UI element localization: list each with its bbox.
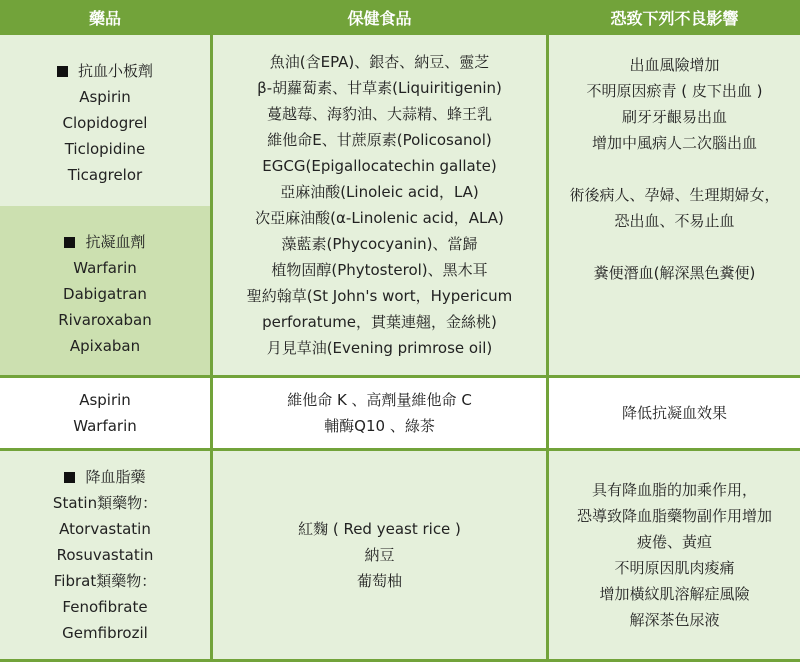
group3-drugs-cell	[0, 451, 210, 659]
food-line: 納豆	[364, 546, 395, 564]
food-line: β-胡蘿蔔素、甘草素(Liquiritigenin)	[257, 79, 502, 97]
group3-foods-cell	[213, 451, 546, 659]
effect-line: 具有降血脂的加乘作用，	[591, 481, 757, 499]
square-bullet-icon	[64, 472, 75, 483]
effect-line: 恐出血、不易止血	[614, 212, 735, 230]
effect-line: 解深茶色尿液	[629, 611, 720, 629]
group2-foods-cell	[213, 378, 546, 448]
effect-line: 不明原因瘀青 ( 皮下出血 )	[586, 82, 763, 100]
effect-line: 術後病人、孕婦、生理期婦女，	[569, 186, 780, 204]
lipid-title-row	[64, 464, 145, 490]
drug-name: Rivaroxaban	[58, 310, 152, 329]
food-line: 蔓越莓、海豹油、大蒜精、蜂王乳	[266, 105, 492, 123]
effect-line: 不明原因肌肉痠痛	[614, 559, 735, 577]
drug-name: Ticlopidine	[64, 139, 146, 158]
anticoagulant-cell	[0, 206, 210, 375]
effect-line: 增加中風病人二次腦出血	[591, 134, 757, 152]
group2-effect-cell	[549, 378, 800, 448]
header-effect: 恐致下列不良影響	[549, 0, 800, 35]
food-line: 維他命 K 、高劑量維他命 C	[287, 391, 472, 409]
drug-name: Clopidogrel	[62, 113, 148, 132]
effect-line: 增加橫紋肌溶解症風險	[599, 585, 750, 603]
effect-line: 刷牙牙齦易出血	[621, 108, 727, 126]
drug-name: Gemfibrozil	[62, 624, 148, 642]
antiplatelet-cell	[0, 35, 210, 206]
drug-name: Warfarin	[73, 417, 137, 435]
square-bullet-icon	[64, 237, 75, 248]
drug-name: Apixaban	[69, 336, 141, 355]
food-line: 藻藍素(Phycocyanin)、當歸	[281, 235, 478, 253]
drug-name: Aspirin	[79, 87, 131, 106]
group1-effects-cell	[549, 35, 800, 375]
drug-name: Fenofibrate	[62, 598, 148, 616]
group1-foods-cell	[213, 35, 546, 375]
food-line: 維他命E、甘蔗原素(Policosanol)	[267, 131, 492, 149]
food-line: 亞麻油酸(Linoleic acid，LA)	[280, 183, 479, 201]
food-line: 次亞麻油酸(α-Linolenic acid，ALA)	[255, 209, 504, 227]
food-line: 植物固醇(Phytosterol)、黑木耳	[271, 261, 488, 279]
food-line: 紅麴 ( Red yeast rice )	[298, 520, 461, 538]
group3-effects-cell	[549, 451, 800, 659]
effect-line: 降低抗凝血效果	[621, 404, 727, 422]
drug-name: Ticagrelor	[67, 165, 143, 184]
effect-line: 疲倦、黃疸	[636, 533, 712, 551]
drug-name: Warfarin	[73, 258, 137, 277]
drug-name: Atorvastatin	[59, 520, 151, 538]
food-line: 輔酶Q10 、綠茶	[324, 417, 435, 435]
food-line: EGCG(Epigallocatechin gallate)	[262, 157, 497, 175]
effect-line: 恐導致降血脂藥物副作用增加	[576, 507, 772, 525]
square-bullet-icon	[57, 66, 68, 77]
drug-name: Fibrat類藥物：	[53, 572, 157, 590]
food-line: 聖約翰草(St John's wort，Hypericum	[246, 287, 513, 305]
food-line: 葡萄柚	[356, 572, 402, 590]
food-line: 月見草油(Evening primrose oil)	[266, 339, 493, 357]
drug-name: Rosuvastatin	[56, 546, 154, 564]
header-food: 保健食品	[213, 0, 546, 35]
drug-name: Statin類藥物：	[52, 494, 158, 512]
effect-line: 糞便潛血(解深黑色糞便)	[593, 264, 756, 282]
group2-drugs-cell	[0, 378, 210, 448]
drug-name: Dabigatran	[63, 284, 147, 303]
anticoagulant-title: 抗凝血劑	[85, 232, 146, 251]
food-line: 魚油(含EPA)、銀杏、納豆、靈芝	[269, 53, 490, 71]
lipid-title: 降血脂藥	[85, 468, 146, 486]
header-drug: 藥品	[0, 0, 210, 35]
drug-name: Aspirin	[79, 391, 131, 409]
anticoagulant-title-row	[64, 229, 145, 255]
antiplatelet-title-row	[57, 58, 153, 84]
effect-line: 出血風險增加	[629, 56, 720, 74]
food-line: perforatume，貫葉連翹，金絲桃)	[262, 313, 497, 331]
antiplatelet-title: 抗血小板劑	[77, 61, 153, 80]
